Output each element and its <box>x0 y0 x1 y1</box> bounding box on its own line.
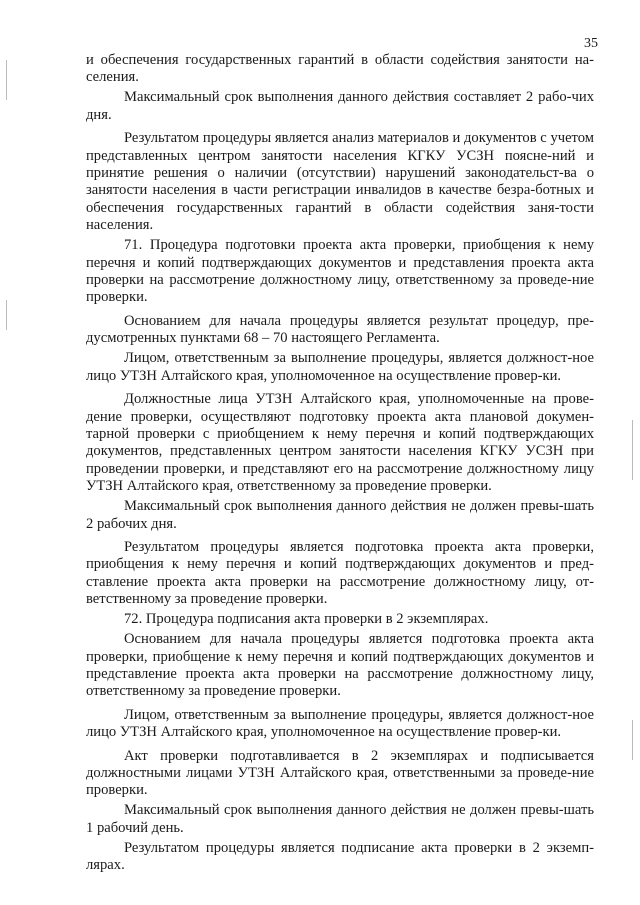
paragraph: Должностные лица УТЗН Алтайского края, уполномоченные на прове-дение проверки, осуществляют подготовку проекта акта плановой докумен-тарной проверки с приобщением к нему перечня и копий подтверждающих документов, представленных центром занятости населения КГКУ УСЗН при проведении проверки, и представляют его на рассмотрение должностному лицу УТЗН Алтайского края, ответственному за проведение проверки. <box>86 391 594 495</box>
scan-edge-mark <box>632 420 633 480</box>
document-body <box>86 52 594 877</box>
paragraph: и обеспечения государственных гарантий в области содействия занятости на-селения. <box>86 52 594 86</box>
scan-edge-mark <box>6 300 7 330</box>
paragraph: Основанием для начала процедуры является подготовка проекта акта проверки, приобщение к нему перечня и копий подтверждающих документов и представление проекта акта проверки на рассмотрение должностному лицу, ответственному за проведение проверки. <box>86 631 594 700</box>
paragraph: Основанием для начала процедуры является результат процедур, пре-дусмотренных пунктами 68 – 70 настоящего Регламента. <box>86 312 594 347</box>
section-heading-72: 72. Процедура подписания акта проверки в 2 экземплярах. <box>124 611 489 628</box>
paragraph: Максимальный срок выполнения данного действия составляет 2 рабо-чих дня. <box>86 89 594 123</box>
paragraph: Лицом, ответственным за выполнение процедуры, является должност-ное лицо УТЗН Алтайского края, уполномоченное на осуществление провер-ки. <box>86 350 594 384</box>
paragraph: Результатом процедуры является подписание акта проверки в 2 экземп-лярах. <box>86 839 594 874</box>
paragraph: Акт проверки подготавливается в 2 экземплярах и подписывается должностными лицами УТЗН Алтайского края, ответственными за проведе-ние проверки. <box>86 747 594 799</box>
paragraph: Результатом процедуры является подготовка проекта акта проверки, приобщения к нему перечня и копий подтверждающих документов и пред-ставление проекта акта проверки на рассмотрение должностному лицу, от-ветственному за проведение проверки. <box>86 538 594 608</box>
scan-edge-mark <box>632 720 633 760</box>
section-heading-71: 71. Процедура подготовки проекта акта проверки, приобщения к нему перечня и копий подтверждающих документов и представления проекта акта проверки на рассмотрение должностному лицу, ответственному за проведе-ние проверки. <box>86 237 594 306</box>
page-number: 35 <box>584 36 598 51</box>
paragraph: Максимальный срок выполнения данного действия не должен превы-шать 1 рабочий день. <box>86 802 594 836</box>
paragraph: Результатом процедуры является анализ материалов и документов с учетом представленных центром занятости населения КГКУ УСЗН поясне-ний и принятие решения о наличии (отсутствии) нарушений законодательст-ва о занятости населения в части регистрации инвалидов в качестве безра-ботных и обеспечения государственных гарантий в области содействия заня-тости населения. <box>86 130 594 234</box>
paragraph: Лицом, ответственным за выполнение процедуры, является должност-ное лицо УТЗН Алтайского края, уполномоченное на осуществление провер-ки. <box>86 706 594 741</box>
scan-edge-mark <box>6 60 7 100</box>
paragraph: Максимальный срок выполнения данного действия не должен превы-шать 2 рабочих дня. <box>86 498 594 532</box>
